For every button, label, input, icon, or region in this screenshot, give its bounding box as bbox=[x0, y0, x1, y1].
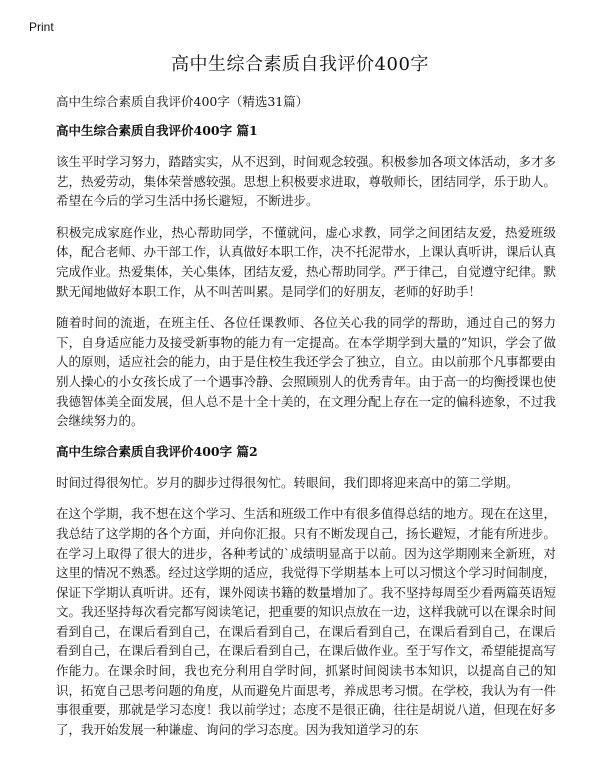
document-subtitle: 高中生综合素质自我评价400字（精选31篇） bbox=[56, 94, 309, 109]
document-body bbox=[56, 122, 556, 739]
paragraph: 随着时间的流逝，在班主任、各位任课教师、各位关心我的同学的帮助，通过自己的努力下，自身适应能力及接受新事物的能力有一定提高。在本学期学到大量的”知识，学会了做人的原则，适应社会的能力，由于是住校生我还学会了独立，自立。由以前那个凡事都要由别人操心的小女孩长成了一个遇事冷静、会照顾别人的优秀青年。由于高一的均衡授课也使我德智体美全面发展，但人总不是十全十美的，在文理分配上存在一定的偏科迹象，不过我会继续努力的。 bbox=[56, 315, 557, 429]
paragraph: 在这个学期，我不想在这个学习、生活和班级工作中有很多值得总结的地方。现在在这里，我总结了这学期的各个方面，并向你汇报。只有不断发现自己，扬长避短，才能有所进步。在学习上取得了很大的进步，各种考试的`成绩明显高于以前。因为这学期刚来全新班，对这里的情况不熟悉。经过这学期的适应，我觉得下学期基本上可以习惯这个学习时间制度，保证下学期认真听讲。还有，课外阅读书籍的数量增加了。我不坚持每周至少看两篇英语短文。我还坚持每次看完都写阅读笔记，把重要的知识点放在一边，这样我就可以在课余时间看到自己，在课后看到自己，在课后看到自己，在课后看到自己，在课后看到自己，在课后看到自己，在课后看到自己，在课后看到自己，在课后做作业。至于写作文，希望能提高写作能力。在课余时间，我也充分利用自学时间，抓紧时间阅读书本知识，以提高自己的知识，拓宽自己思考问题的角度，从而避免片面思考，养成思考习惯。在学校，我认为有一件事很重要，那就是学习态度！我以前学过；态度不是很正确，往往是胡说八道，但现在好多了，我开始发展一种谦虚、询问的学习态度。因为我知道学习的东 bbox=[56, 506, 557, 737]
section-heading: 高中生综合素质自我评价400字 篇2 bbox=[56, 443, 258, 459]
paragraph: 该生平时学习努力，踏踏实实，从不迟到，时间观念较强。积极参加各项文体活动，多才多艺，热爱劳动，集体荣誉感较强。思想上积极要求进取，尊敬师长，团结同学，乐于助人。希望在今后的学习生活中扬长避短，不断进步。 bbox=[56, 154, 557, 209]
section-2 bbox=[56, 443, 556, 740]
paragraph: 时间过得很匆忙。岁月的脚步过得很匆忙。转眼间，我们即将迎来高中的第二学期。 bbox=[56, 474, 519, 490]
section-1 bbox=[56, 122, 556, 431]
print-link[interactable]: Print bbox=[29, 20, 54, 34]
section-heading: 高中生综合素质自我评价400字 篇1 bbox=[56, 123, 258, 138]
paragraph: 积极完成家庭作业，热心帮助同学，不懂就问，虚心求教，同学之间团结友爱，热爱班级体，配合老师、办干部工作，认真做好本职工作，决不托泥带水，上课认真听讲，课后认真完成作业。热爱集体，关心集体，团结友爱，热心帮助同学。严于律己，自觉遵守纪律。默默无闻地做好本职工作，从不叫苦叫累。是同学们的好朋友，老师的好助手！ bbox=[56, 224, 557, 299]
document-title: 高中生综合素质自我评价400字 bbox=[171, 54, 429, 75]
